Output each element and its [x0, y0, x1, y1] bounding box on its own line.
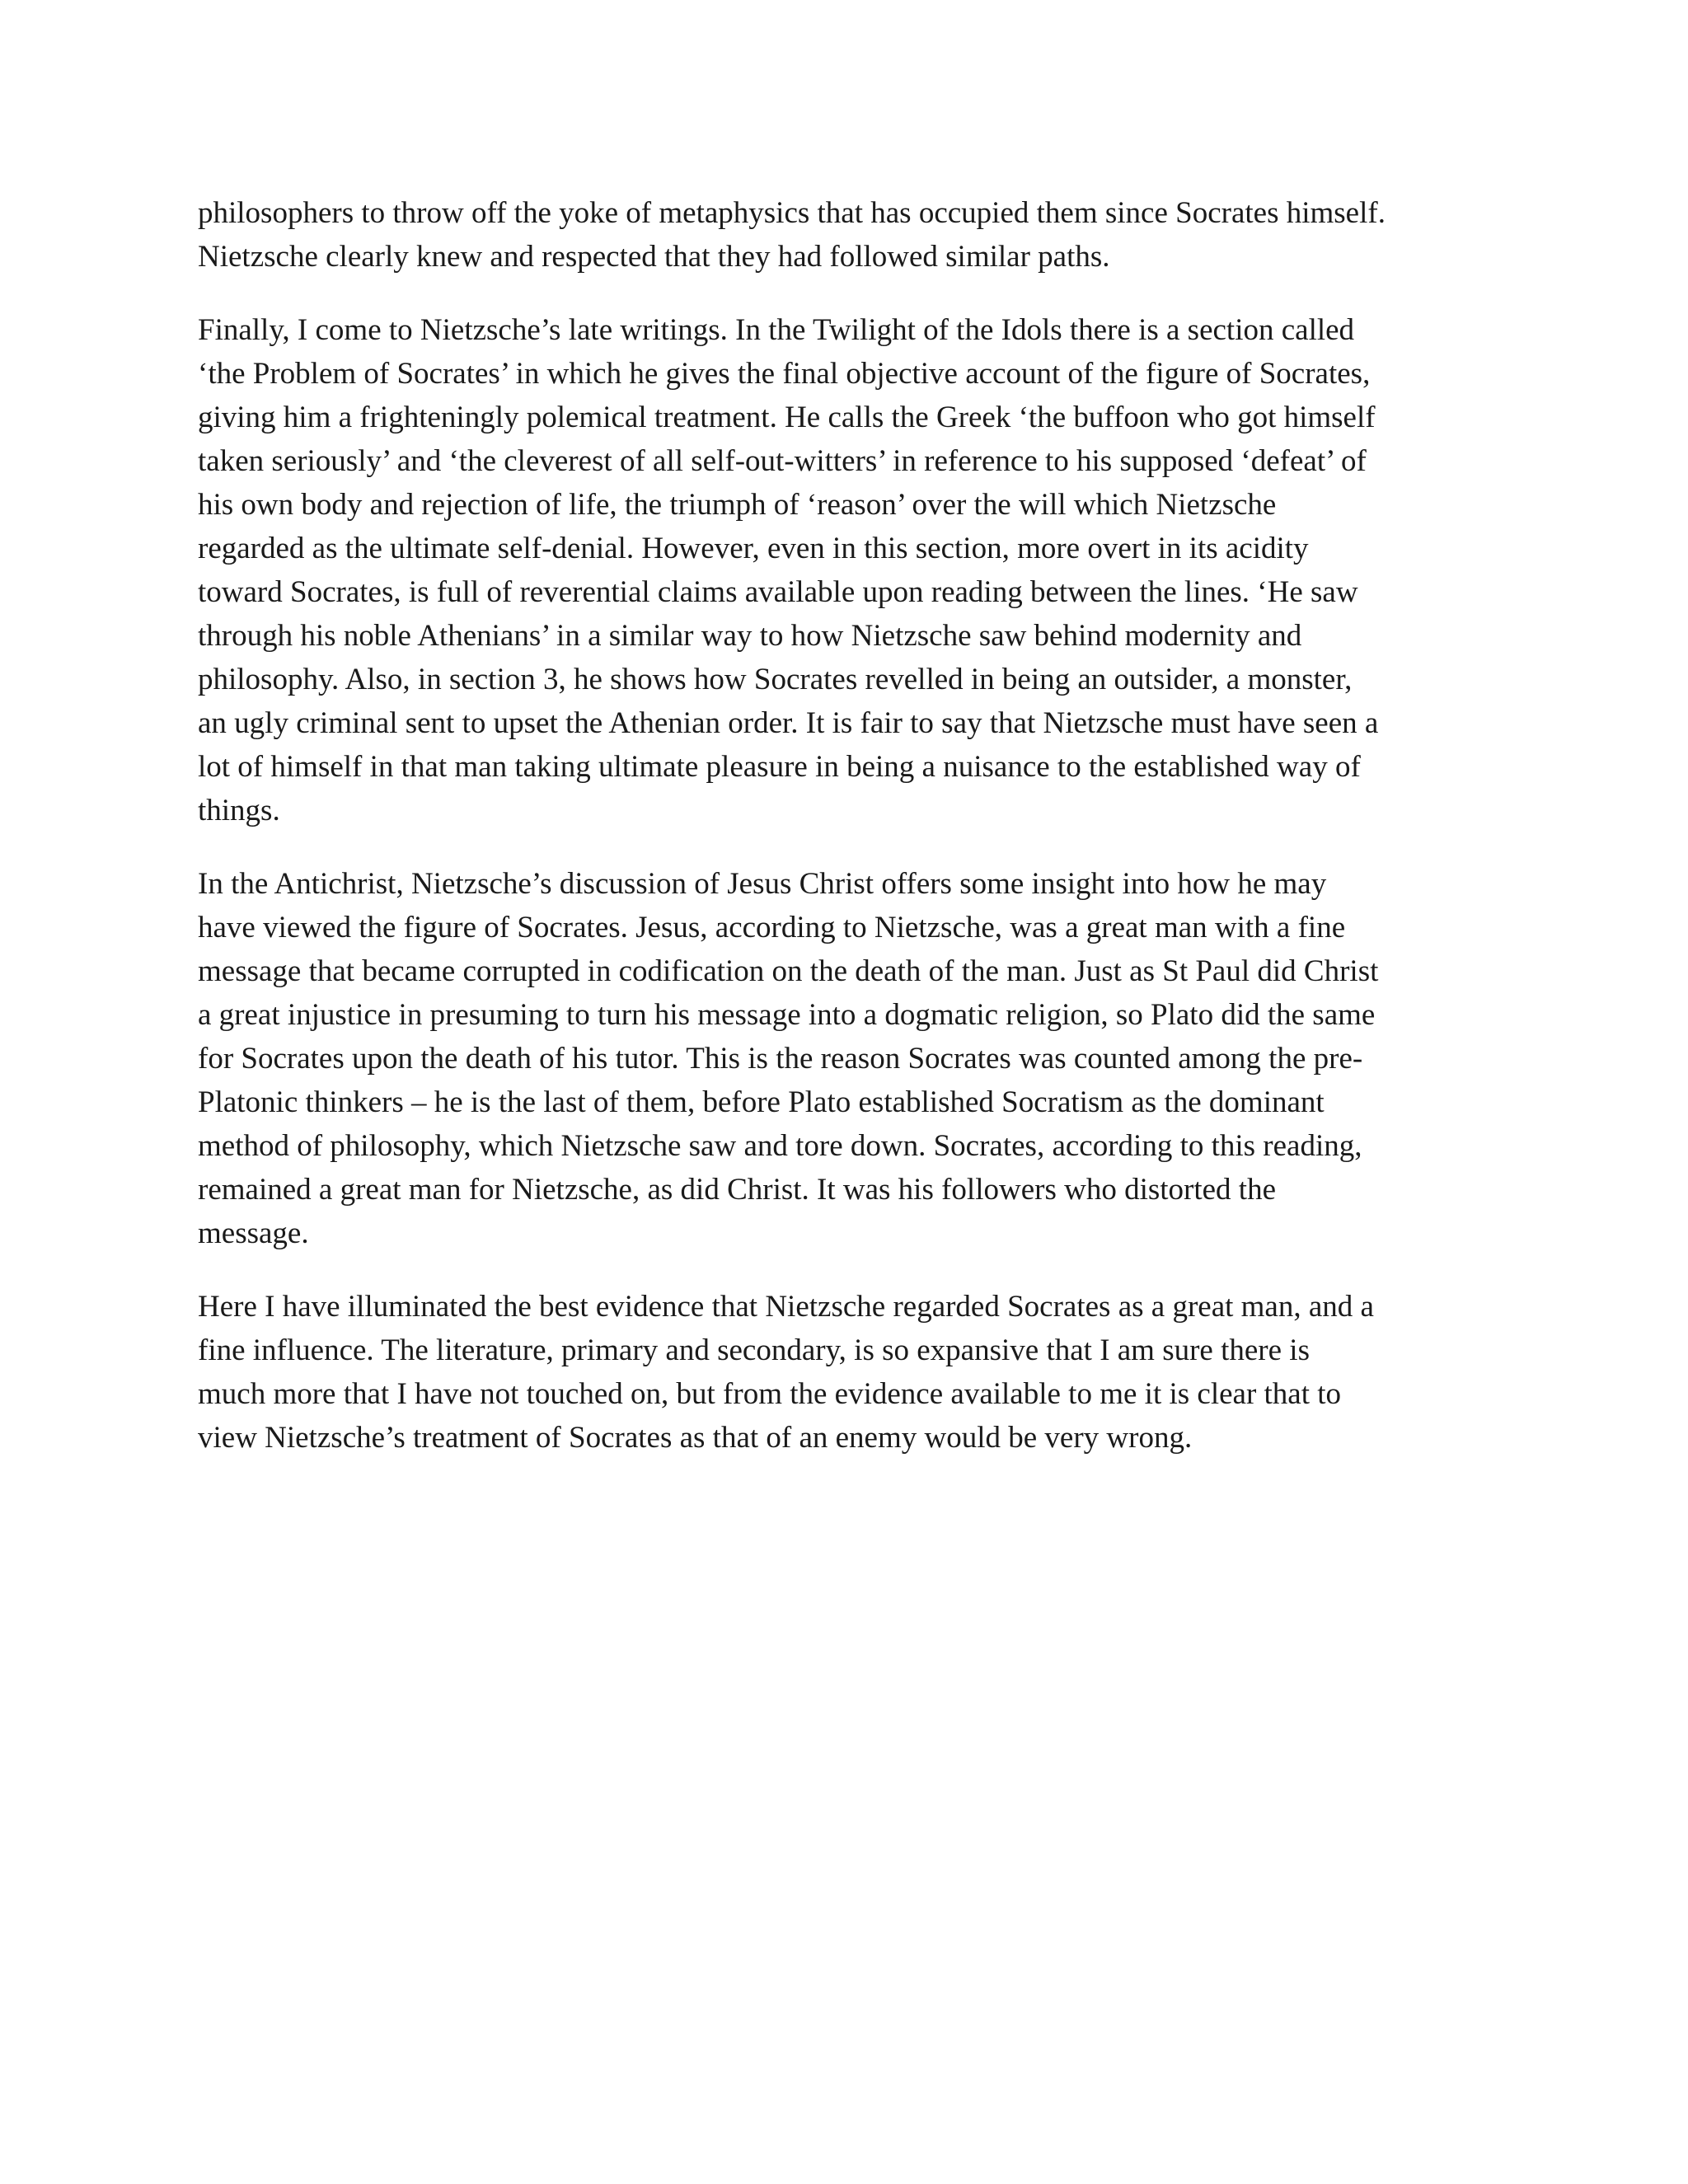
- text-line: taken seriously’ and ‘the cleverest of all self-out-witters’ in reference to his supposed ‘defeat’ of: [198, 444, 1367, 478]
- text-line: message that became corrupted in codification on the death of the man. Just as St Paul did Christ: [198, 954, 1379, 988]
- text-line: giving him a frighteningly polemical treatment. He calls the Greek ‘the buffoon who got himself: [198, 401, 1376, 434]
- text-line: Here I have illuminated the best evidence that Nietzsche regarded Socrates as a great man, and a: [198, 1290, 1374, 1324]
- text-line: lot of himself in that man taking ultimate pleasure in being a nuisance to the established way of: [198, 750, 1361, 784]
- text-line: toward Socrates, is full of reverential claims available upon reading between the lines. ‘He saw: [198, 575, 1358, 609]
- text-line: an ugly criminal sent to upset the Athenian order. It is fair to say that Nietzsche must have seen a: [198, 706, 1379, 740]
- text-line: Nietzsche clearly knew and respected that they had followed similar paths.: [198, 240, 1110, 274]
- text-line: ‘the Problem of Socrates’ in which he gives the final objective account of the figure of Socrates,: [198, 357, 1371, 391]
- text-line: fine influence. The literature, primary and secondary, is so expansive that I am sure there is: [198, 1333, 1310, 1367]
- text-line: view Nietzsche’s treatment of Socrates as that of an enemy would be very wrong.: [198, 1421, 1193, 1455]
- text-line: his own body and rejection of life, the triumph of ‘reason’ over the will which Nietzsche: [198, 488, 1277, 522]
- text-line: have viewed the figure of Socrates. Jesus, according to Nietzsche, was a great man with a fine: [198, 911, 1346, 944]
- text-line: remained a great man for Nietzsche, as did Christ. It was his followers who distorted the: [198, 1173, 1277, 1207]
- text-line: philosophy. Also, in section 3, he shows how Socrates revelled in being an outsider, a monster,: [198, 663, 1353, 696]
- text-line: things.: [198, 794, 280, 827]
- text-line: through his noble Athenians’ in a similar way to how Nietzsche saw behind modernity and: [198, 619, 1302, 653]
- paragraph: [198, 308, 1500, 832]
- paragraph: [198, 1285, 1500, 1460]
- text-line: Finally, I come to Nietzsche’s late writings. In the Twilight of the Idols there is a section called: [198, 313, 1355, 347]
- text-line: much more that I have not touched on, but from the evidence available to me it is clear that to: [198, 1377, 1342, 1411]
- body-text: [198, 191, 1500, 1489]
- text-line: for Socrates upon the death of his tutor. This is the reason Socrates was counted among the pre-: [198, 1042, 1363, 1076]
- paragraph: [198, 191, 1500, 279]
- paragraph: [198, 862, 1500, 1255]
- text-line: Platonic thinkers – he is the last of them, before Plato established Socratism as the dominant: [198, 1085, 1325, 1119]
- text-line: regarded as the ultimate self-denial. However, even in this section, more overt in its acidity: [198, 532, 1309, 565]
- text-line: philosophers to throw off the yoke of metaphysics that has occupied them since Socrates himself.: [198, 196, 1386, 230]
- text-line: a great injustice in presuming to turn his message into a dogmatic religion, so Plato did the same: [198, 998, 1376, 1032]
- text-line: In the Antichrist, Nietzsche’s discussion of Jesus Christ offers some insight into how he may: [198, 867, 1327, 901]
- text-line: message.: [198, 1216, 309, 1250]
- text-line: method of philosophy, which Nietzsche saw and tore down. Socrates, according to this reading,: [198, 1129, 1362, 1163]
